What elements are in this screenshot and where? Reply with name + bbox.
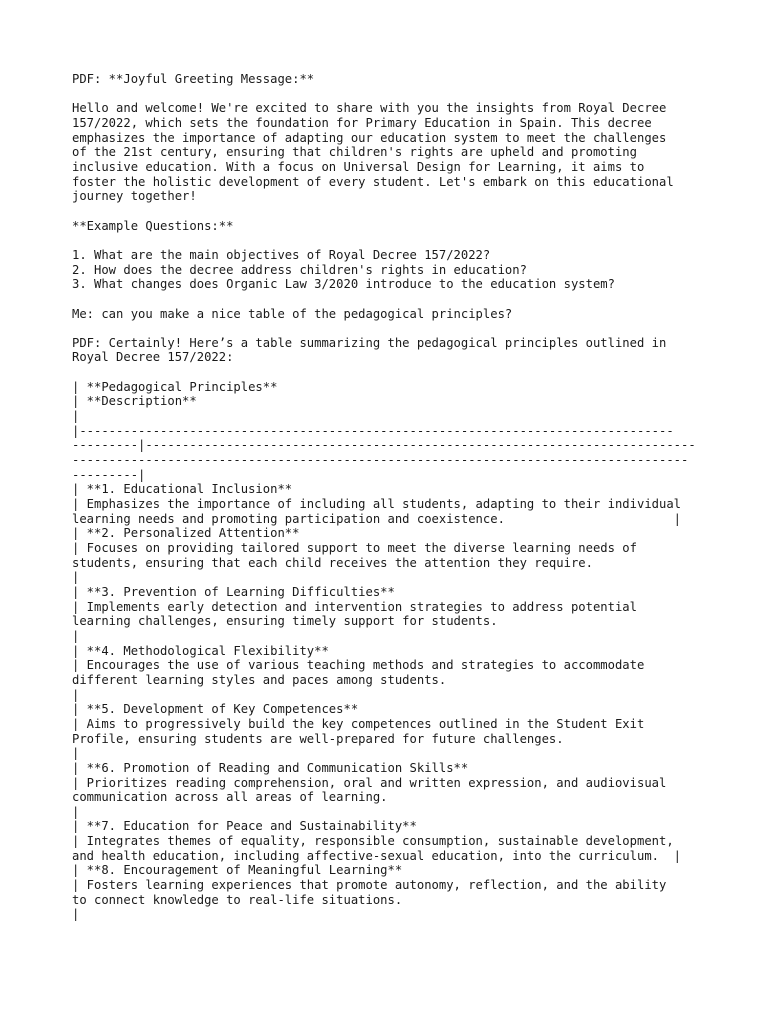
text-line: to connect knowledge to real-life situations. xyxy=(72,892,403,907)
text-line: 1. What are the main objectives of Royal Decree 157/2022? xyxy=(72,247,491,262)
text-line: | xyxy=(72,628,80,643)
text-line: ------------------------------------------------------------------------------------ xyxy=(72,453,689,468)
text-line: **Example Questions:** xyxy=(72,218,234,233)
blank-line xyxy=(72,87,712,102)
text-line: | **3. Prevention of Learning Difficulties** xyxy=(72,584,395,599)
blank-line xyxy=(72,365,712,380)
text-line: | **4. Methodological Flexibility** xyxy=(72,643,329,658)
text-line: ---------| xyxy=(72,467,146,482)
blank-line xyxy=(72,233,712,248)
text-line: Royal Decree 157/2022: xyxy=(72,350,234,365)
text-line: inclusive education. With a focus on Universal Design for Learning, it aims to xyxy=(72,159,645,174)
text-line: learning challenges, ensuring timely support for students. xyxy=(72,614,498,629)
text-line: 2. How does the decree address children's rights in education? xyxy=(72,262,527,277)
text-line: | Prioritizes reading comprehension, oral and written expression, and audiovisual xyxy=(72,775,667,790)
text-line: | Focuses on providing tailored support to meet the diverse learning needs of xyxy=(72,541,637,555)
text-line: learning needs and promoting participation and coexistence. | xyxy=(72,511,682,526)
text-line: communication across all areas of learning. xyxy=(72,790,388,805)
text-line: of the 21st century, ensuring that children's rights are upheld and promoting xyxy=(72,145,637,160)
text-line: | **Pedagogical Principles** xyxy=(72,379,278,394)
text-line: | **7. Education for Peace and Sustainability** xyxy=(72,819,417,834)
text-line: | Integrates themes of equality, responsible consumption, sustainable development, xyxy=(72,834,674,849)
text-line: | **5. Development of Key Competences** xyxy=(72,702,359,717)
text-line: | **Description** xyxy=(72,394,197,409)
text-line: | **8. Encouragement of Meaningful Learning** xyxy=(72,863,403,878)
text-line: Profile, ensuring students are well-prepared for future challenges. xyxy=(72,731,564,746)
text-line: 3. What changes does Organic Law 3/2020 introduce to the education system? xyxy=(72,277,615,292)
text-line: | xyxy=(72,409,80,424)
text-line: PDF: Certainly! Here’s a table summarizing the pedagogical principles outlined in xyxy=(72,335,667,350)
text-line: | Encourages the use of various teaching methods and strategies to accommodate xyxy=(72,658,645,673)
text-line: Me: can you make a nice table of the pedagogical principles? xyxy=(72,306,513,321)
text-line: different learning styles and paces among students. xyxy=(72,672,447,687)
text-line: | xyxy=(72,746,80,761)
text-line: ---------|--------------------------------------------------------------------------- xyxy=(72,438,696,453)
text-line: Hello and welcome! We're excited to share with you the insights from Royal Decree xyxy=(72,101,667,116)
text-line: | xyxy=(72,570,80,585)
text-line: journey together! xyxy=(72,189,197,204)
text-line: | Fosters learning experiences that promote autonomy, reflection, and the ability xyxy=(72,878,667,893)
text-line: | xyxy=(72,804,80,819)
text-line: | Aims to progressively build the key competences outlined in the Student Exit xyxy=(72,716,645,731)
text-line: | **2. Personalized Attention** xyxy=(72,526,300,541)
blank-line xyxy=(72,204,712,219)
text-line: | Emphasizes the importance of including all students, adapting to their individual xyxy=(72,497,682,512)
text-line: | xyxy=(72,907,80,922)
text-line: | xyxy=(72,687,80,702)
text-line: 157/2022, which sets the foundation for Primary Education in Spain. This decree xyxy=(72,115,652,130)
text-line: | **6. Promotion of Reading and Communication Skills** xyxy=(72,760,469,775)
text-line: | Implements early detection and intervention strategies to address potential xyxy=(72,599,637,614)
text-line: foster the holistic development of every student. Let's embark on this educational xyxy=(72,174,674,189)
text-line: | **1. Educational Inclusion** xyxy=(72,482,293,497)
document-page xyxy=(72,72,712,922)
blank-line xyxy=(72,321,712,336)
text-line: PDF: **Joyful Greeting Message:** xyxy=(72,72,315,86)
text-line: students, ensuring that each child receives the attention they require. xyxy=(72,555,593,570)
blank-line xyxy=(72,292,712,307)
text-line: and health education, including affective-sexual education, into the curriculum. | xyxy=(72,848,682,863)
text-line: |--------------------------------------------------------------------------------- xyxy=(72,423,674,438)
text-line: emphasizes the importance of adapting our education system to meet the challenges xyxy=(72,130,667,145)
